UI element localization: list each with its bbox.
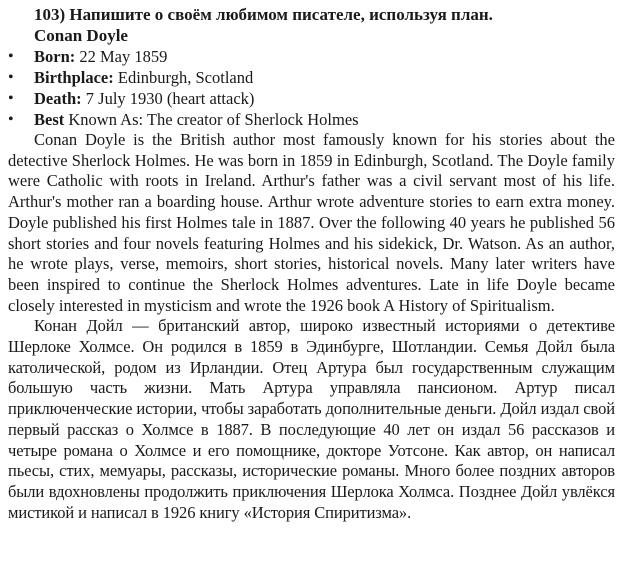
bullet-icon: •: [8, 90, 14, 107]
exercise-heading: 103) Напишите о своём любимом писателе, используя план.: [34, 5, 493, 24]
bullet-icon: •: [8, 69, 14, 86]
fact-best-known-as: [8, 109, 615, 130]
english-paragraph: Conan Doyle is the British author most famously known for his stories about the detective Sherlock Holmes. He was born in 1859 in Edinburgh, Scotland. The Doyle family were Catholic with roots in Ireland. Arthur's father was a civil servant most of his life. Arthur's mother ran a boarding house. Arthur wrote adventure stories to earn extra money. Doyle published his first Holmes tale in 1887. Over the following 40 years he published 56 short stories and four novels featuring Holmes and his sidekick, Dr. Watson. As an author, he wrote plays, verse, memoirs, short stories, historical novels. Many later writers have been inspired to continue the Sherlock Holmes adventures. Late in life Doyle became closely interested in mysticism and wrote the 1926 book A History of Spiritualism.: [8, 130, 615, 315]
author-facts-list: [8, 46, 615, 130]
fact-value: 7 July 1930 (heart attack): [81, 89, 255, 108]
fact-value: Edinburgh, Scotland: [113, 68, 254, 87]
fact-label: Best: [34, 110, 65, 129]
fact-birthplace: [8, 67, 615, 88]
bullet-icon: •: [8, 48, 14, 65]
fact-value: 22 May 1859: [75, 47, 168, 66]
fact-death: [8, 88, 615, 109]
author-name-heading: Conan Doyle: [34, 26, 128, 45]
russian-paragraph: Конан Дойл — британский автор, широко известный историями о детективе Шерлоке Холмсе. Он родился в 1859 в Эдинбурге, Шотландии. Семья Дойл была католической, родом из Ирландии. Отец Артура был государственным служащим большую часть жизни. Мать Артура управляла пансионом. Артур писал приключенческие истории, чтобы заработать дополнительные деньги. Дойл издал свой первый рассказ о Холмсе в 1887. В последующие 40 лет он издал 56 рассказов и четыре романа о Холмсе и его помощнике, докторе Уотсоне. Как автор, он написал пьесы, стих, мемуары, рассказы, исторические романы. Много более поздних авторов были вдохновлены продолжить приключения Шерлока Холмса. Позднее Дойл увлёкся мистикой и написал в 1926 книгу «История Спиритизма».: [8, 316, 615, 522]
fact-label: Born:: [34, 47, 76, 66]
fact-born: [8, 46, 615, 67]
bullet-icon: •: [8, 111, 14, 128]
fact-label: Death:: [34, 89, 82, 108]
fact-label: Birthplace:: [34, 68, 114, 87]
fact-value: Known As: The creator of Sherlock Holmes: [64, 110, 359, 129]
